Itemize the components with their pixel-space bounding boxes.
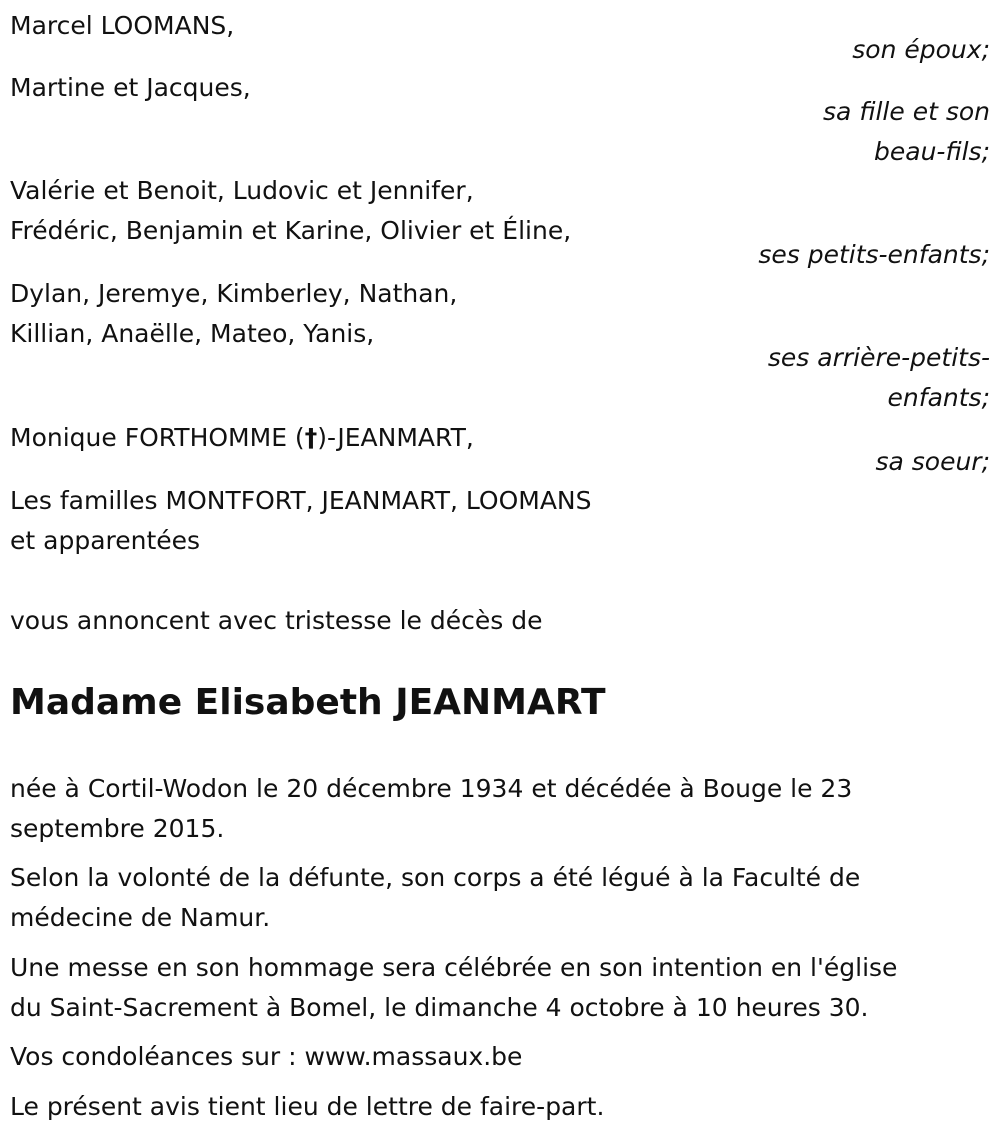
sister-name-suffix: )-JEANMART,: [317, 423, 474, 452]
family-grandchildren-line2: Frédéric, Benjamin et Karine, Olivier et Éline,: [10, 216, 572, 245]
birth-death-line1: née à Cortil-Wodon le 20 décembre 1934 et décédée à Bouge le 23: [10, 774, 853, 803]
sister-name-prefix: Monique FORTHOMME (: [10, 423, 305, 452]
condolences-line: Vos condoléances sur : www.massaux.be: [10, 1042, 523, 1071]
mass-line2: du Saint-Sacrement à Bomel, le dimanche 4 octobre à 10 heures 30.: [10, 993, 869, 1022]
birth-death-line2: septembre 2015.: [10, 814, 225, 843]
dagger-icon: †: [304, 423, 318, 452]
family-great-grandchildren-line2: Killian, Anaëlle, Mateo, Yanis,: [10, 319, 375, 348]
bequest-line2: médecine de Namur.: [10, 903, 271, 932]
family-member-sister: [10, 418, 474, 458]
relation-great-grandchildren-line1: ses arrière-petits-: [767, 343, 990, 372]
mass-line1: Une messe en son hommage sera célébrée en son intention en l'église: [10, 953, 898, 982]
family-extended-line2: et apparentées: [10, 526, 201, 555]
family-grandchildren-line1: Valérie et Benoit, Ludovic et Jennifer,: [10, 176, 474, 205]
announcement-text: vous annoncent avec tristesse le décès de: [10, 606, 543, 635]
relation-spouse: son époux;: [852, 35, 990, 64]
relation-daughter-line2: beau-fils;: [874, 137, 990, 166]
bequest-line1: Selon la volonté de la défunte, son corps a été légué à la Faculté de: [10, 863, 861, 892]
relation-grandchildren: ses petits-enfants;: [758, 240, 990, 269]
deceased-name: Madame Elisabeth JEANMART: [10, 682, 606, 723]
family-great-grandchildren-line1: Dylan, Jeremye, Kimberley, Nathan,: [10, 279, 458, 308]
relation-daughter-line1: sa fille et son: [823, 97, 990, 126]
family-member-spouse: Marcel LOOMANS,: [10, 11, 235, 40]
relation-sister: sa soeur;: [875, 447, 990, 476]
notice-line: Le présent avis tient lieu de lettre de faire-part.: [10, 1092, 605, 1121]
family-extended-line1: Les familles MONTFORT, JEANMART, LOOMANS: [10, 486, 592, 515]
relation-great-grandchildren-line2: enfants;: [887, 383, 990, 412]
family-member-daughter: Martine et Jacques,: [10, 73, 251, 102]
